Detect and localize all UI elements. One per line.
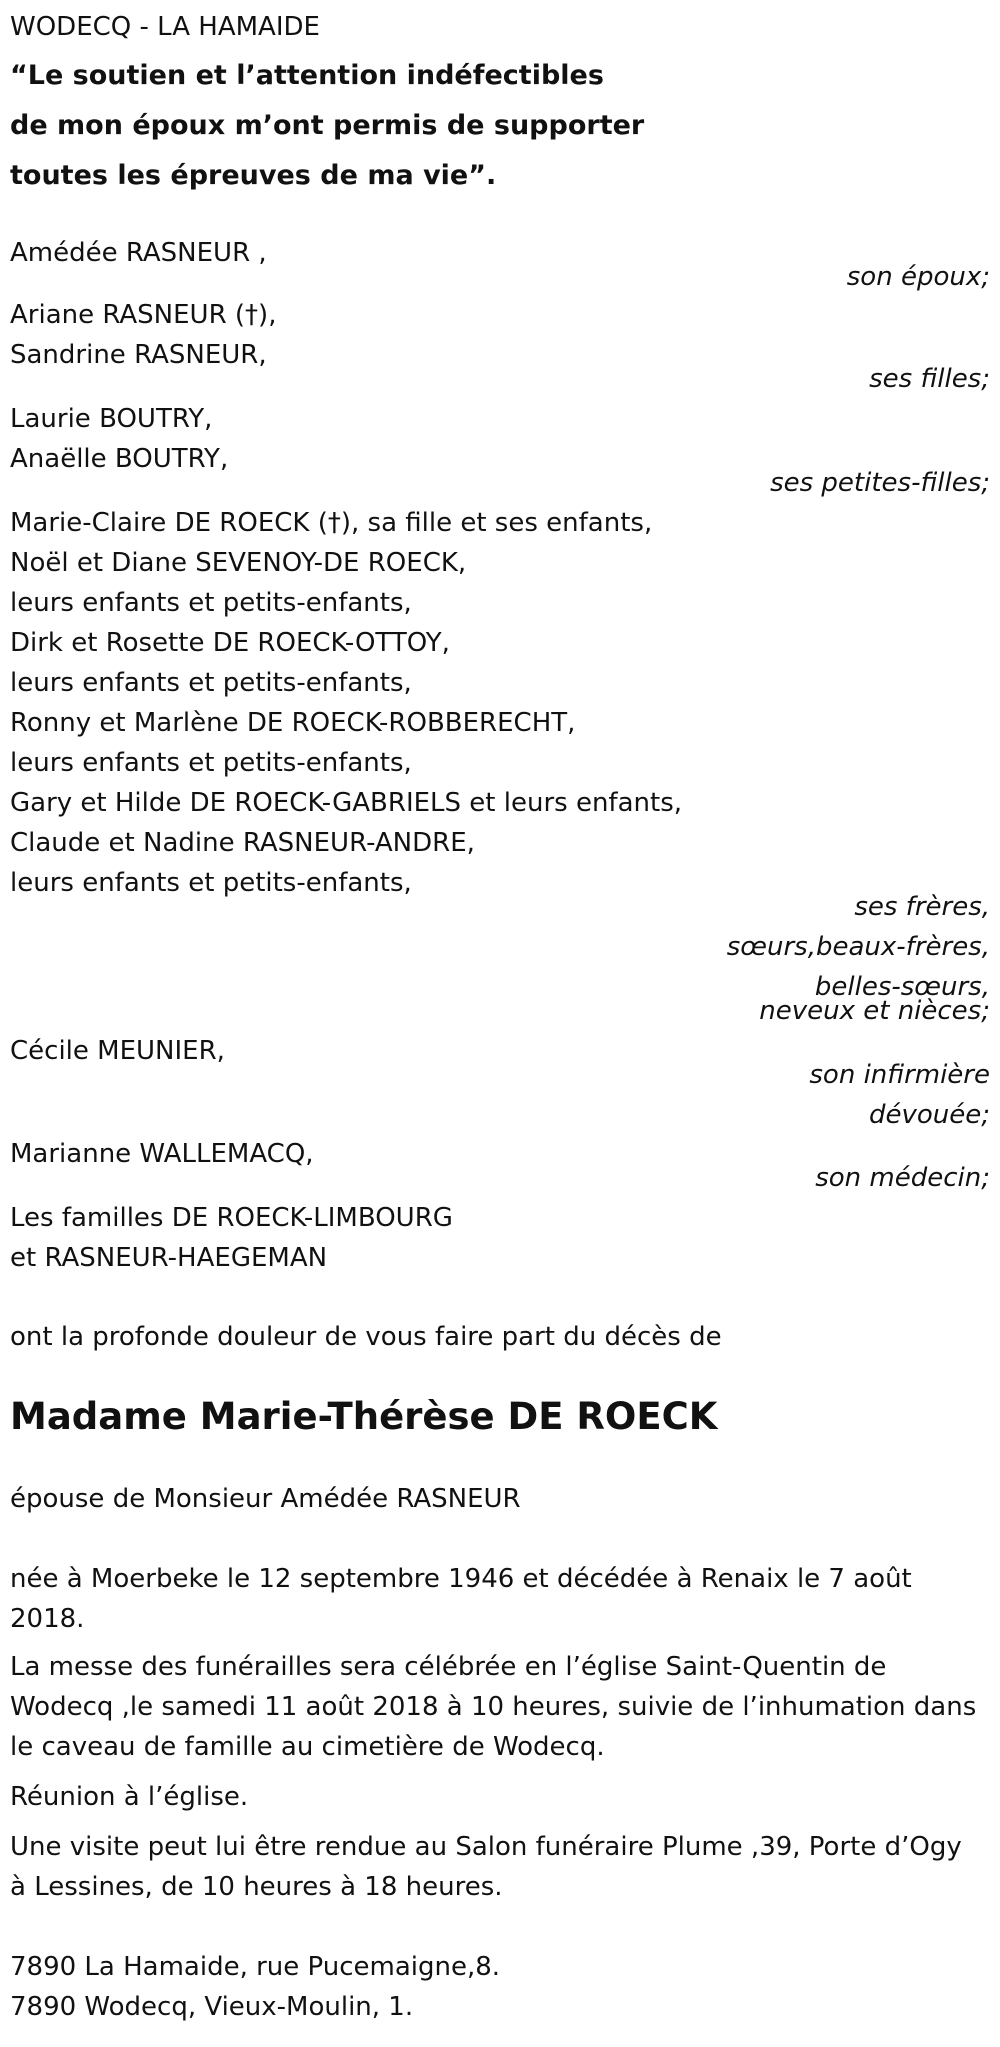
reunion-line: Réunion à l’église. [10, 1782, 249, 1812]
visit-line: Une visite peut lui être rendue au Salon funéraire Plume ,39, Porte d’Ogy [10, 1832, 962, 1862]
family-nurse-name: Cécile MEUNIER, [10, 1036, 225, 1066]
family-sibling-line: Claude et Nadine RASNEUR-ANDRE, [10, 828, 475, 858]
family-sibling-line: leurs enfants et petits-enfants, [10, 668, 412, 698]
family-spouse-name: Amédée RASNEUR , [10, 238, 267, 268]
quote-line: “Le soutien et l’attention indéfectibles [10, 60, 604, 91]
family-sibling-line: Noël et Diane SEVENOY-DE ROECK, [10, 548, 467, 578]
funeral-line: Wodecq ,le samedi 11 août 2018 à 10 heures, suivie de l’inhumation dans [10, 1692, 977, 1722]
family-nurse-relation: dévouée; [868, 1100, 990, 1130]
family-sibling-line: Marie-Claire DE ROECK (†), sa fille et ses enfants, [10, 508, 653, 538]
address-line: 7890 Wodecq, Vieux-Moulin, 1. [10, 1992, 414, 2022]
funeral-line: La messe des funérailles sera célébrée en l’église Saint-Quentin de [10, 1652, 887, 1682]
family-nurse-relation: son infirmière [809, 1060, 990, 1090]
family-daughters-relation: ses filles; [869, 364, 990, 394]
family-sibling-line: Dirk et Rosette DE ROECK-OTTOY, [10, 628, 450, 658]
family-siblings-relation: belles-sœurs, [814, 972, 990, 1002]
family-sibling-line: leurs enfants et petits-enfants, [10, 748, 412, 778]
family-granddaughter-name: Anaëlle BOUTRY, [10, 444, 229, 474]
birth-death-line: née à Moerbeke le 12 septembre 1946 et décédée à Renaix le 7 août [10, 1564, 912, 1594]
location-header: WODECQ - LA HAMAIDE [10, 12, 320, 42]
family-doctor-relation: son médecin; [815, 1163, 990, 1193]
family-sibling-line: Ronny et Marlène DE ROECK-ROBBERECHT, [10, 708, 576, 738]
family-sibling-line: Gary et Hilde DE ROECK-GABRIELS et leurs enfants, [10, 788, 683, 818]
address-line: 7890 La Hamaide, rue Pucemaigne,8. [10, 1952, 501, 1982]
family-spouse-relation: son époux; [846, 262, 990, 292]
family-sibling-line: leurs enfants et petits-enfants, [10, 868, 412, 898]
announcement-intro: ont la profonde douleur de vous faire part du décès de [10, 1322, 722, 1352]
quote-line: de mon époux m’ont permis de supporter [10, 110, 645, 141]
family-families-line: Les familles DE ROECK-LIMBOURG [10, 1203, 453, 1233]
family-daughter-name: Sandrine RASNEUR, [10, 340, 267, 370]
family-daughter-name: Ariane RASNEUR (†), [10, 300, 277, 330]
family-granddaughters-relation: ses petites-filles; [770, 468, 990, 498]
deceased-name: Madame Marie-Thérèse DE ROECK [10, 1395, 718, 1438]
spouse-line: épouse de Monsieur Amédée RASNEUR [10, 1484, 521, 1514]
family-sibling-line: leurs enfants et petits-enfants, [10, 588, 412, 618]
visit-line: à Lessines, de 10 heures à 18 heures. [10, 1872, 503, 1902]
family-siblings-relation: neveux et nièces; [759, 996, 990, 1026]
birth-death-line: 2018. [10, 1604, 85, 1634]
family-siblings-relation: ses frères, [854, 892, 990, 922]
family-granddaughter-name: Laurie BOUTRY, [10, 404, 213, 434]
family-siblings-relation: sœurs,beaux-frères, [726, 932, 990, 962]
quote-line: toutes les épreuves de ma vie”. [10, 160, 497, 191]
family-doctor-name: Marianne WALLEMACQ, [10, 1139, 314, 1169]
family-families-line: et RASNEUR-HAEGEMAN [10, 1243, 328, 1273]
funeral-line: le caveau de famille au cimetière de Wodecq. [10, 1732, 605, 1762]
